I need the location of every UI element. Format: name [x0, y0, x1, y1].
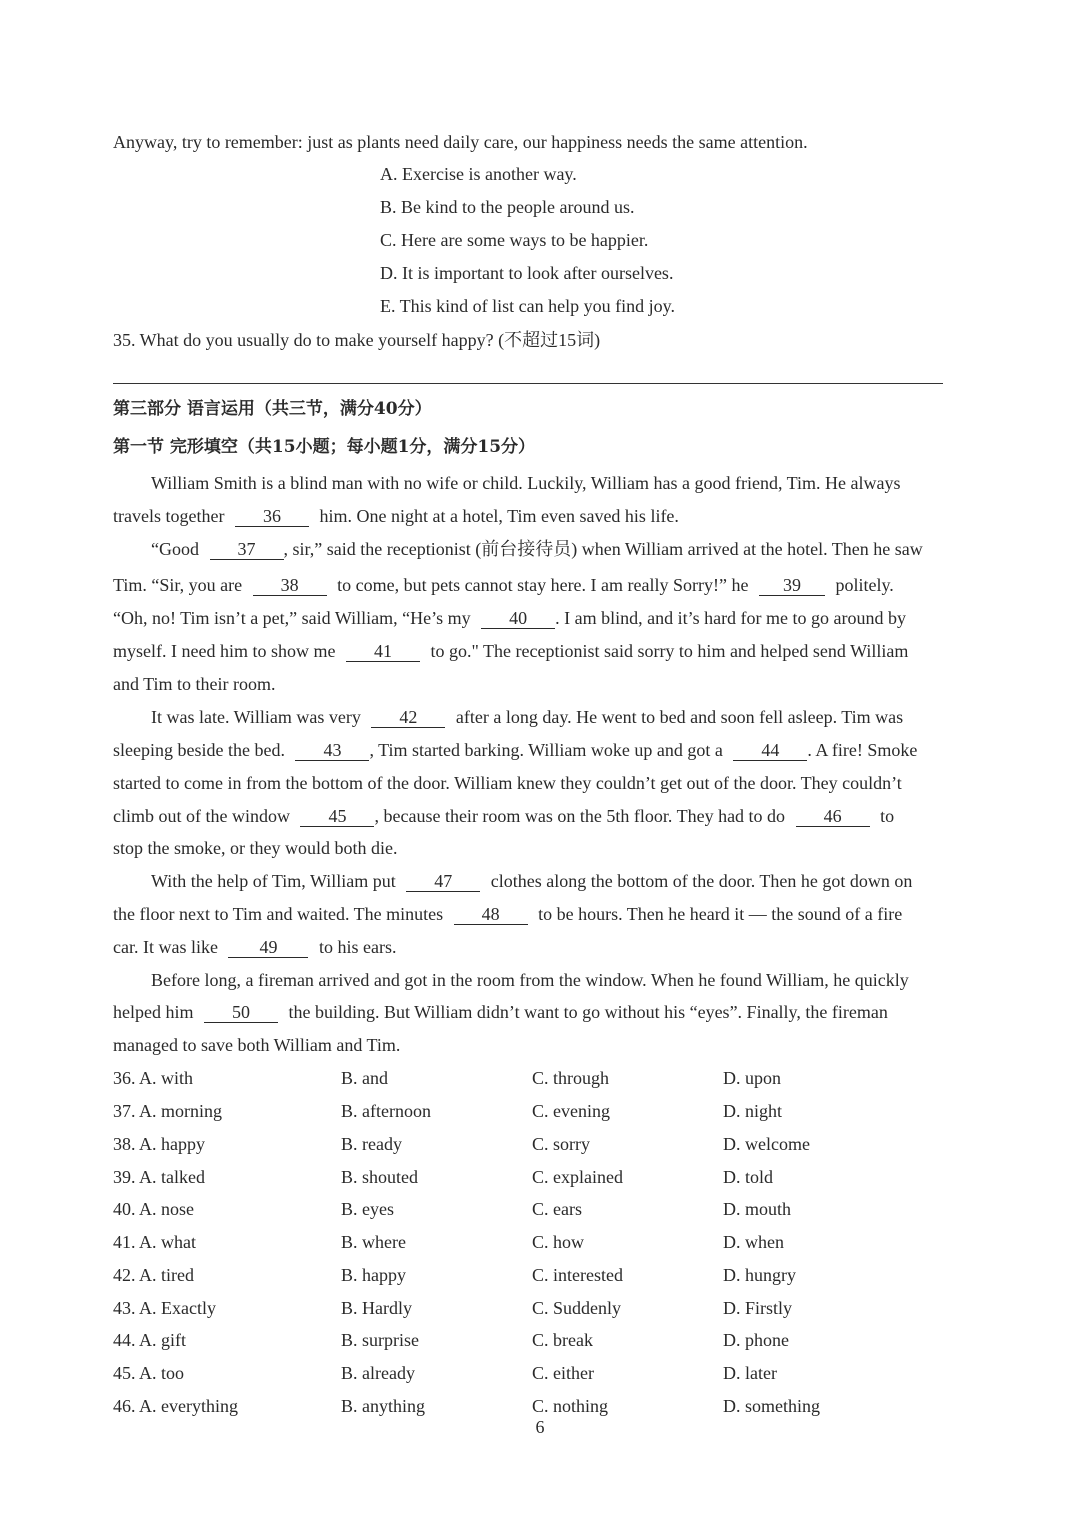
choice-a: 43. A. Exactly	[113, 1298, 216, 1318]
blank-45: 45	[300, 806, 374, 827]
passage-line-7: and Tim to their room.	[113, 674, 276, 694]
choice-d: D. phone	[723, 1330, 789, 1350]
choice-c: C. interested	[532, 1265, 623, 1285]
passage-line-4: Tim. “Sir, you are 38 to come, but pets cannot stay here. I am really Sorry!” he 39 politely.	[113, 575, 894, 595]
choice-row	[113, 1230, 873, 1254]
choice-b: B. happy	[341, 1265, 406, 1285]
choice-b: B. Hardly	[341, 1298, 412, 1318]
choice-b: B. eyes	[341, 1199, 394, 1219]
blank-47: 47	[406, 871, 480, 892]
choice-row	[113, 1066, 873, 1090]
passage-line-13: With the help of Tim, William put 47 clothes along the bottom of the door. Then he got down on	[151, 871, 913, 891]
choice-d: D. upon	[723, 1068, 781, 1088]
passage-line-8: It was late. William was very 42 after a long day. He went to bed and soon fell asleep. Tim was	[151, 707, 904, 727]
choice-a: 37. A. morning	[113, 1101, 223, 1121]
passage-line-3: “Good 37 , sir,” said the receptionist (前台接待员) when William arrived at the hotel. Then he saw	[151, 539, 923, 559]
choice-row	[113, 1197, 873, 1221]
choice-a: 44. A. gift	[113, 1330, 187, 1350]
blank-43: 43	[295, 740, 369, 761]
blank-48: 48	[454, 904, 528, 925]
choice-d: D. mouth	[723, 1199, 792, 1219]
choice-d: D. something	[723, 1396, 820, 1416]
passage-line-14: the floor next to Tim and waited. The minutes 48 to be hours. Then he heard it — the sound of a fire	[113, 904, 903, 924]
blank-38: 38	[253, 575, 327, 596]
section-title: 第一节 完形填空（共15小题；每小题1分，满分15分）	[113, 437, 536, 457]
choice-c: C. either	[532, 1363, 594, 1383]
choice-c: C. nothing	[532, 1396, 609, 1416]
blank-44: 44	[733, 740, 807, 761]
choice-c: C. evening	[532, 1101, 610, 1121]
passage-line-6: myself. I need him to show me 41 to go." The receptionist said sorry to him and helped send William	[113, 641, 909, 661]
choice-a: 41. A. what	[113, 1232, 196, 1252]
passage-line-9: sleeping beside the bed. 43 , Tim started barking. William woke up and got a 44 . A fire! Smoke	[113, 740, 918, 760]
blank-40: 40	[481, 608, 555, 629]
choice-row	[113, 1165, 873, 1189]
choice-b: B. where	[341, 1232, 406, 1252]
passage-line-12: stop the smoke, or they would both die.	[113, 838, 398, 858]
option-a: A. Exercise is another way.	[380, 164, 577, 184]
choice-row	[113, 1263, 873, 1287]
option-e: E. This kind of list can help you find joy.	[380, 296, 675, 316]
choice-b: B. already	[341, 1363, 415, 1383]
blank-39: 39	[759, 575, 825, 596]
blank-36: 36	[235, 506, 309, 527]
part-title: 第三部分 语言运用（共三节，满分40分）	[113, 399, 432, 419]
choice-b: B. anything	[341, 1396, 425, 1416]
choice-d: D. night	[723, 1101, 783, 1121]
choice-row	[113, 1328, 873, 1352]
choice-d: D. hungry	[723, 1265, 796, 1285]
passage-line-5: “Oh, no! Tim isn’t a pet,” said William, “He’s my 40 . I am blind, and it’s hard for me to go around by	[113, 608, 907, 628]
choice-a: 38. A. happy	[113, 1134, 205, 1154]
choice-b: B. afternoon	[341, 1101, 431, 1121]
choice-d: D. welcome	[723, 1134, 810, 1154]
choice-c: C. sorry	[532, 1134, 590, 1154]
blank-37: 37	[210, 539, 284, 560]
choice-row	[113, 1099, 873, 1123]
option-d: D. It is important to look after ourselves.	[380, 263, 674, 283]
blank-49: 49	[228, 937, 308, 958]
question-35: 35. What do you usually do to make yourself happy? (不超过15词)	[113, 330, 601, 350]
choice-d: D. told	[723, 1167, 774, 1187]
choice-a: 36. A. with	[113, 1068, 194, 1088]
passage-line-10: started to come in from the bottom of the door. William knew they couldn’t get out of the door. They couldn’t	[113, 773, 902, 793]
choice-b: B. and	[341, 1068, 388, 1088]
choice-b: B. ready	[341, 1134, 402, 1154]
choice-c: C. break	[532, 1330, 593, 1350]
choice-b: B. shouted	[341, 1167, 419, 1187]
choice-row	[113, 1132, 873, 1156]
blank-41: 41	[346, 641, 420, 662]
page-number: 6	[535, 1417, 545, 1437]
option-c: C. Here are some ways to be happier.	[380, 230, 649, 250]
passage-line-17: helped him 50 the building. But William didn’t want to go without his “eyes”. Finally, the fireman	[113, 1002, 888, 1022]
choice-a: 40. A. nose	[113, 1199, 194, 1219]
choice-d: D. later	[723, 1363, 777, 1383]
choice-row	[113, 1394, 873, 1418]
option-b: B. Be kind to the people around us.	[380, 197, 635, 217]
passage-line-11: climb out of the window 45 , because their room was on the 5th floor. They had to do 46 to	[113, 806, 895, 826]
choice-c: C. explained	[532, 1167, 623, 1187]
choice-a: 45. A. too	[113, 1363, 185, 1383]
blank-42: 42	[371, 707, 445, 728]
intro-line: Anyway, try to remember: just as plants need daily care, our happiness needs the same attention.	[113, 132, 808, 152]
choice-d: D. when	[723, 1232, 784, 1252]
passage-line-1: William Smith is a blind man with no wife or child. Luckily, William has a good friend, Tim. He always	[151, 473, 901, 493]
passage-line-15: car. It was like 49 to his ears.	[113, 937, 397, 957]
choice-d: D. Firstly	[723, 1298, 793, 1318]
blank-46: 46	[796, 806, 870, 827]
choice-row	[113, 1361, 873, 1385]
choice-c: C. how	[532, 1232, 585, 1252]
choice-a: 46. A. everything	[113, 1396, 238, 1416]
choice-b: B. surprise	[341, 1330, 419, 1350]
blank-50: 50	[204, 1002, 278, 1023]
passage-line-2: travels together 36 him. One night at a hotel, Tim even saved his life.	[113, 506, 679, 526]
passage-line-16: Before long, a fireman arrived and got in the room from the window. When he found William, he quickly	[151, 970, 909, 990]
choice-c: C. ears	[532, 1199, 582, 1219]
choice-c: C. Suddenly	[532, 1298, 622, 1318]
answer-line	[113, 383, 943, 384]
passage-line-18: managed to save both William and Tim.	[113, 1035, 401, 1055]
choice-a: 39. A. talked	[113, 1167, 205, 1187]
choice-a: 42. A. tired	[113, 1265, 194, 1285]
choice-row	[113, 1296, 873, 1320]
choice-c: C. through	[532, 1068, 610, 1088]
